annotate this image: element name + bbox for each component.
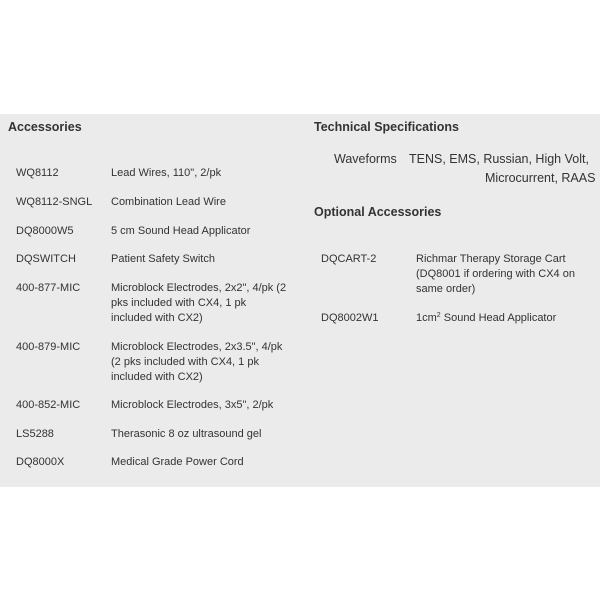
accessory-description: 5 cm Sound Head Applicator (111, 225, 251, 237)
optional-accessory-code: DQ8002W1 (321, 312, 379, 324)
accessory-description: Microblock Electrodes, 2x2", 4/pk (2 pks included with CX4, 1 pk included with CX2) (111, 282, 287, 324)
technical-specifications-heading: Technical Specifications (314, 120, 459, 134)
accessory-code: 400-852-MIC (16, 399, 81, 411)
accessory-description: Microblock Electrodes, 3x5", 2/pk (111, 399, 274, 411)
accessory-code: WQ8112 (16, 167, 59, 179)
accessory-description: Combination Lead Wire (111, 196, 226, 208)
accessory-code: DQ8000W5 (16, 225, 74, 237)
optional-accessory-description (416, 311, 588, 326)
accessory-code: DQSWITCH (16, 253, 76, 265)
accessory-code: 400-877-MIC (16, 282, 81, 294)
accessory-code: 400-879-MIC (16, 341, 81, 353)
accessory-code: DQ8000X (16, 456, 65, 468)
accessory-code: WQ8112-SNGL (16, 196, 93, 208)
accessory-description: Medical Grade Power Cord (111, 456, 244, 468)
optional-accessory-description: Richmar Therapy Storage Cart (DQ8001 if ordering with CX4 on same order) (416, 253, 575, 295)
accessory-description: Microblock Electrodes, 2x3.5", 4/pk (2 pks included with CX4, 1 pk included with CX2) (111, 341, 283, 383)
waveforms-value-line1: TENS, EMS, Russian, High Volt, (409, 152, 589, 166)
accessory-description: Patient Safety Switch (111, 253, 215, 265)
accessory-description: Therasonic 8 oz ultrasound gel (111, 428, 262, 440)
optional-accessory-code: DQCART-2 (321, 253, 377, 265)
desc-prefix: 1cm (416, 312, 437, 324)
waveforms-value-line2: Microcurrent, RAAS (485, 171, 596, 185)
desc-suffix: Sound Head Applicator (440, 312, 557, 324)
optional-accessories-heading: Optional Accessories (314, 205, 442, 219)
accessory-description: Lead Wires, 110", 2/pk (111, 167, 222, 179)
waveforms-label: Waveforms (334, 152, 397, 166)
accessory-code: LS5288 (16, 428, 54, 440)
accessories-heading: Accessories (8, 120, 82, 134)
superscript: 2 (436, 312, 441, 319)
